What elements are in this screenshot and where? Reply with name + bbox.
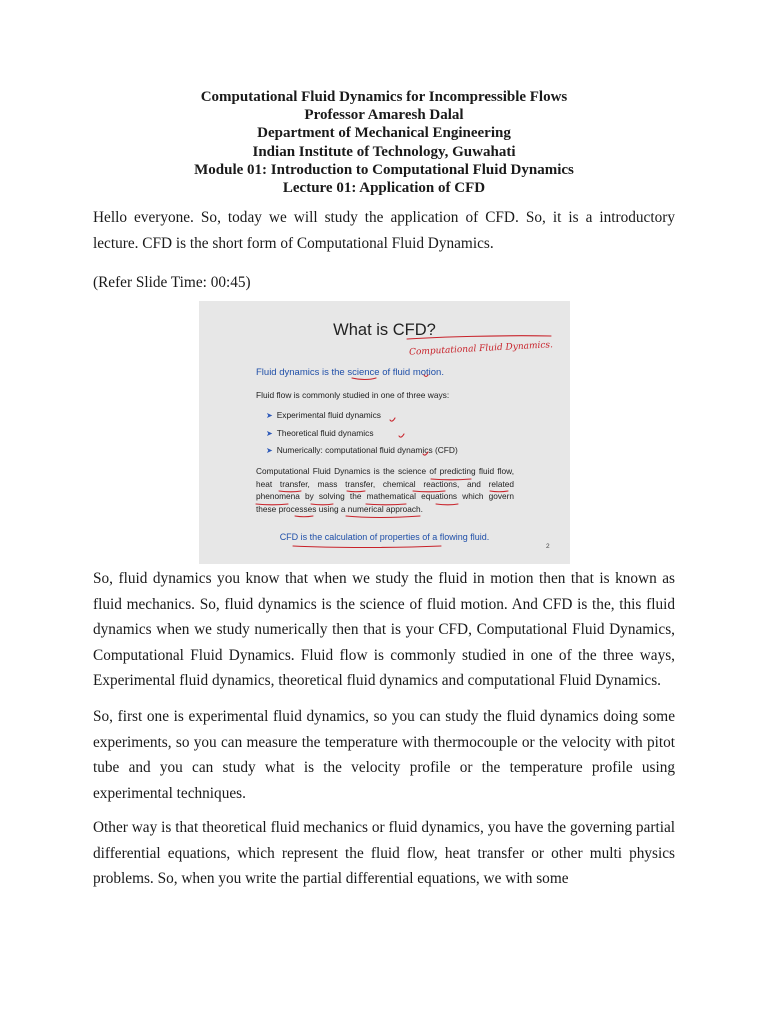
slide-paragraph-line: heat transfer, mass transfer, chemical reactions, and related <box>256 478 514 489</box>
slide-bullet-item <box>266 442 458 460</box>
bullet-arrow-icon: ➤ <box>266 446 273 455</box>
slide-intro-text: Fluid flow is commonly studied in one of three ways: <box>256 390 450 400</box>
slide-paragraph-line: Computational Fluid Dynamics is the science of predicting fluid flow, <box>256 466 514 476</box>
slide-bullet-label: Experimental fluid dynamics <box>276 410 381 420</box>
slide-bullet-item <box>266 407 458 425</box>
slide-bullet-label: Theoretical fluid dynamics <box>276 427 374 438</box>
slide-lead-text: Fluid dynamics is the science of fluid motion. <box>256 367 444 378</box>
slide-page-number: 2 <box>546 543 550 550</box>
module-title: Module 01: Introduction to Computational Fluid Dynamics <box>194 161 574 178</box>
slide-bullet-label: Numerically: computational fluid dynamics (CFD) <box>276 445 458 455</box>
slide-title: What is CFD? <box>333 321 436 339</box>
refer-slide-time: (Refer Slide Time: 00:45) <box>93 274 251 291</box>
institute-name: Indian Institute of Technology, Guwahati <box>252 143 516 160</box>
slide-bullet-item <box>266 425 458 443</box>
slide-definition-paragraph <box>256 465 514 515</box>
body-paragraph: So, first one is experimental fluid dynamics, so you can study the fluid dynamics doing some experiments, so you can measure the temperature with thermocouple or the velocity with pitot tube and you can study what is the velocity profile or the temperature profile using experimental techniques. <box>93 708 675 802</box>
document-header <box>0 88 768 197</box>
bullet-arrow-icon: ➤ <box>266 428 273 438</box>
lecture-slide-image <box>199 301 570 564</box>
slide-handwritten-annotation: Computational Fluid Dynamics. <box>408 340 554 358</box>
intro-paragraph: Hello everyone. So, today we will study the application of CFD. So, it is a introductory lecture. CFD is the short form of Computational Fluid Dynamics. <box>93 209 675 252</box>
slide-footer-text: CFD is the calculation of properties of a flowing fluid. <box>279 532 490 542</box>
slide-bullet-list <box>266 407 458 460</box>
body-paragraph: So, fluid dynamics you know that when we study the fluid in motion then that is known as fluid mechanics. So, fluid dynamics is the science of fluid motion. And CFD is the, this fluid dynamics when we study numerically then that is your CFD, Computational Fluid Dynamics, Computational Fluid Dynamics. Fluid flow is commonly studied in one of the three ways, Experimental fluid dynamics, theoretical fluid dynamics and computational Fluid Dynamics. <box>93 570 675 690</box>
lecture-title: Lecture 01: Application of CFD <box>282 180 486 197</box>
slide-paragraph-line: phenomena by solving the mathematical equations which govern <box>256 491 514 502</box>
body-paragraph: Other way is that theoretical fluid mechanics or fluid dynamics, you have the governing partial differential equations, which represent the fluid flow, heat transfer or other multi physics problems. So, when you write the partial differential equations, we with some <box>93 819 675 888</box>
bullet-arrow-icon: ➤ <box>266 411 273 420</box>
department-name: Department of Mechanical Engineering <box>257 125 511 142</box>
course-title: Computational Fluid Dynamics for Incompressible Flows <box>200 89 568 105</box>
professor-name: Professor Amaresh Dalal <box>304 107 464 124</box>
slide-paragraph-line: these processes using a numerical approach. <box>256 503 423 514</box>
